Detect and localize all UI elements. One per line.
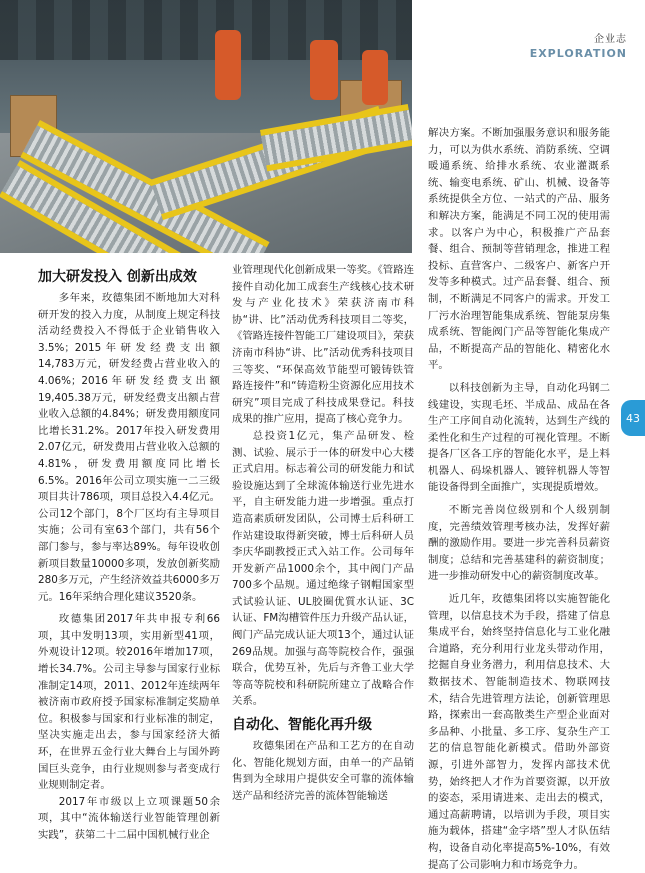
column-3 <box>428 125 610 873</box>
section-title-en: EXPLORATION <box>529 47 627 60</box>
paragraph: 近几年，玫德集团将以实施智能化管理，以信息技术为手段，搭建了信息集成平台，始终坚持信息化与工业化融合道路，充分利用行业龙头带动作用，挖掘自身业务潜力，利用信息技术、大数据技术、智能制造技术、物联网技术，结合先进管理方法论，创新管理思路，探索出一套高散类生产型企业面对多品种、小批量、多工序、复杂生产工艺的信息智能化新模式。借助外部资源，引进外部智力，发挥内部技术优势，始终把人才作为首要资源，以开放的姿态，采用请进来、走出去的模式，通过高薪聘请，以培训为手段，项目实施为载体，搭建“金字塔”型人才队伍结构，设备自动化率提高5%-10%，有效提高了公司影响力和市场竞争力。 <box>428 593 610 871</box>
paragraph: 玫德集团2017年共申报专利66项，其中发明13项，实用新型41项，外观设计12项。较2016年增加17项，增长34.7%。公司主导参与国家行业标准制定14项，2011、2012年连续两年被济南市政府授予国家标准制定奖励单位。积极参与国家和行业标准的制定，坚决实施走出去，参与国家经济大循环，在世界五金行业大舞台上与国外跨国巨头竞争，由行业规则参与者变成行业规则制定者。 <box>38 613 220 792</box>
robot-arm <box>310 40 338 100</box>
paragraph: 不断完善岗位级别和个人级别制度，完善绩效管理考核办法，发挥好薪酬的激励作用。要进一步完善科员薪资制度；总结和完善基建科的薪资制度；进一步推动研发中心的薪资制度改革。 <box>428 504 610 583</box>
section-heading: 加大研发投入 创新出成效 <box>38 269 197 285</box>
section-header <box>530 30 627 60</box>
paragraph: 业管理现代化创新成果一等奖。《管路连接件自动化加工成套生产线核心技术研发与产业化技术》荣获济南市科协“讲、比”活动优秀科技项目二等奖，《管路连接件智能工厂建设项目》，荣获济南市科协“讲、比”活动优秀科技项目三等奖、“环保高效节能型可锻铸铁管路连接件”和“铸造粉尘资源化应用技术研究”项目完成了科技成果登记。科技成果的推广应用，提高了核心竞争力。 <box>232 264 414 426</box>
section-title-cn: 企业志 <box>594 34 627 45</box>
ceiling-structure <box>0 0 412 60</box>
robot-arm <box>215 30 241 100</box>
page-number: 43 <box>621 400 645 436</box>
column-1 <box>38 268 220 844</box>
paragraph: 玫德集团在产品和工艺方的在自动化、智能化规划方面，由单一的产品销售到为全球用户提供安全可靠的流体输送产品和经济完善的流体智能输送 <box>232 740 414 802</box>
paragraph: 以科技创新为主导，自动化玛钢二线建设，实现毛坯、半成品、成品在各生产工序间自动化流转，达到生产线的柔性化和生产过程的可视化管理。不断提各厂区各工序的智能化水平，是上料机器人、码垛机器人、镀锌机器人等智能设备得到全面推广，实现提质增效。 <box>428 381 610 494</box>
paragraph: 2017年市级以上立项课题50余项，其中“流体输送行业智能管理创新实践”，获第二十二届中国机械行业企 <box>38 795 220 841</box>
paragraph: 总投资1亿元，集产品研发、检测、试验、展示于一体的研发中心大楼正式启用。标志着公司的研发能力和试验设施达到了全球流体输送行业先进水平，自主研发能力进一步增强。重点打造高素质研发团队，公司博士后科研工作站建设取得新突破，博士后科研人员李庆华副教授正式入站工作。公司每年开发新产品1000余个，其中阀门产品700多个品规。通过绝缘子钢帽国家型式试验认证、UL胶圈优質水认证、3C认证、FM沟槽管件压力升级产品认证，阀门产品完成认证大项13个，通过认证269品规。加强与高等院校合作，强强联合，优势互补，先后与齐鲁工业大学等高等院校和科研院所建立了战略合作关系。 <box>232 429 414 708</box>
column-2 <box>232 262 414 804</box>
paragraph: 多年来，玫德集团不断地加大对科研开发的投入力度，从制度上规定科技活动经费投入不得低于企业销售收入3.5%；2015年研发经费支出额14,783万元，研发经费占营业收入的4.06%；2016年研发经费支出额19,405.38万元，研发经费支出额占营业收入总额的4.84%；研发费用额度同比增长31.2%。2017年投入研发费用2.07亿元，研发费用占营业收入总额的4.81%，研发费用额度同比增长6.5%。2016年公司立项实施一二三级项目共计786项，项目总投入4.4亿元。公司12个部门，8个厂区均有主导项目实施；公司有室63个部门，共有56个部门参与，参与率达89%。每年设收创新项目数量10000多项，发放创新奖励280多万元，产生经济效益共6000多万元。16年采纳合理化建议3520条。 <box>38 292 220 603</box>
factory-photo <box>0 0 412 253</box>
robot-arm <box>362 50 388 105</box>
section-heading: 自动化、智能化再升级 <box>232 717 372 734</box>
paragraph: 解决方案。不断加强服务意识和服务能力，可以为供水系统、消防系统、空调暖通系统、给排水系统、农业灌溉系统、输变电系统、矿山、机械、设备等系统提供全方位、一站式的产品、服务和解决方案，能满足不同工况的使用需求。以客户为中心，积极推广产品套餐、组合、预制等营销理念，推进工程投标、直营客户、二级客户、新客户开发等多种模式。过产品套餐、组合、预制，不断满足不同客户的需求。开发工厂污水治理智能集成系统、智能泵房集成系统、智能阀门产品等智能化集成产品，不断提高产品的智能化、精密化水平。 <box>428 127 610 372</box>
